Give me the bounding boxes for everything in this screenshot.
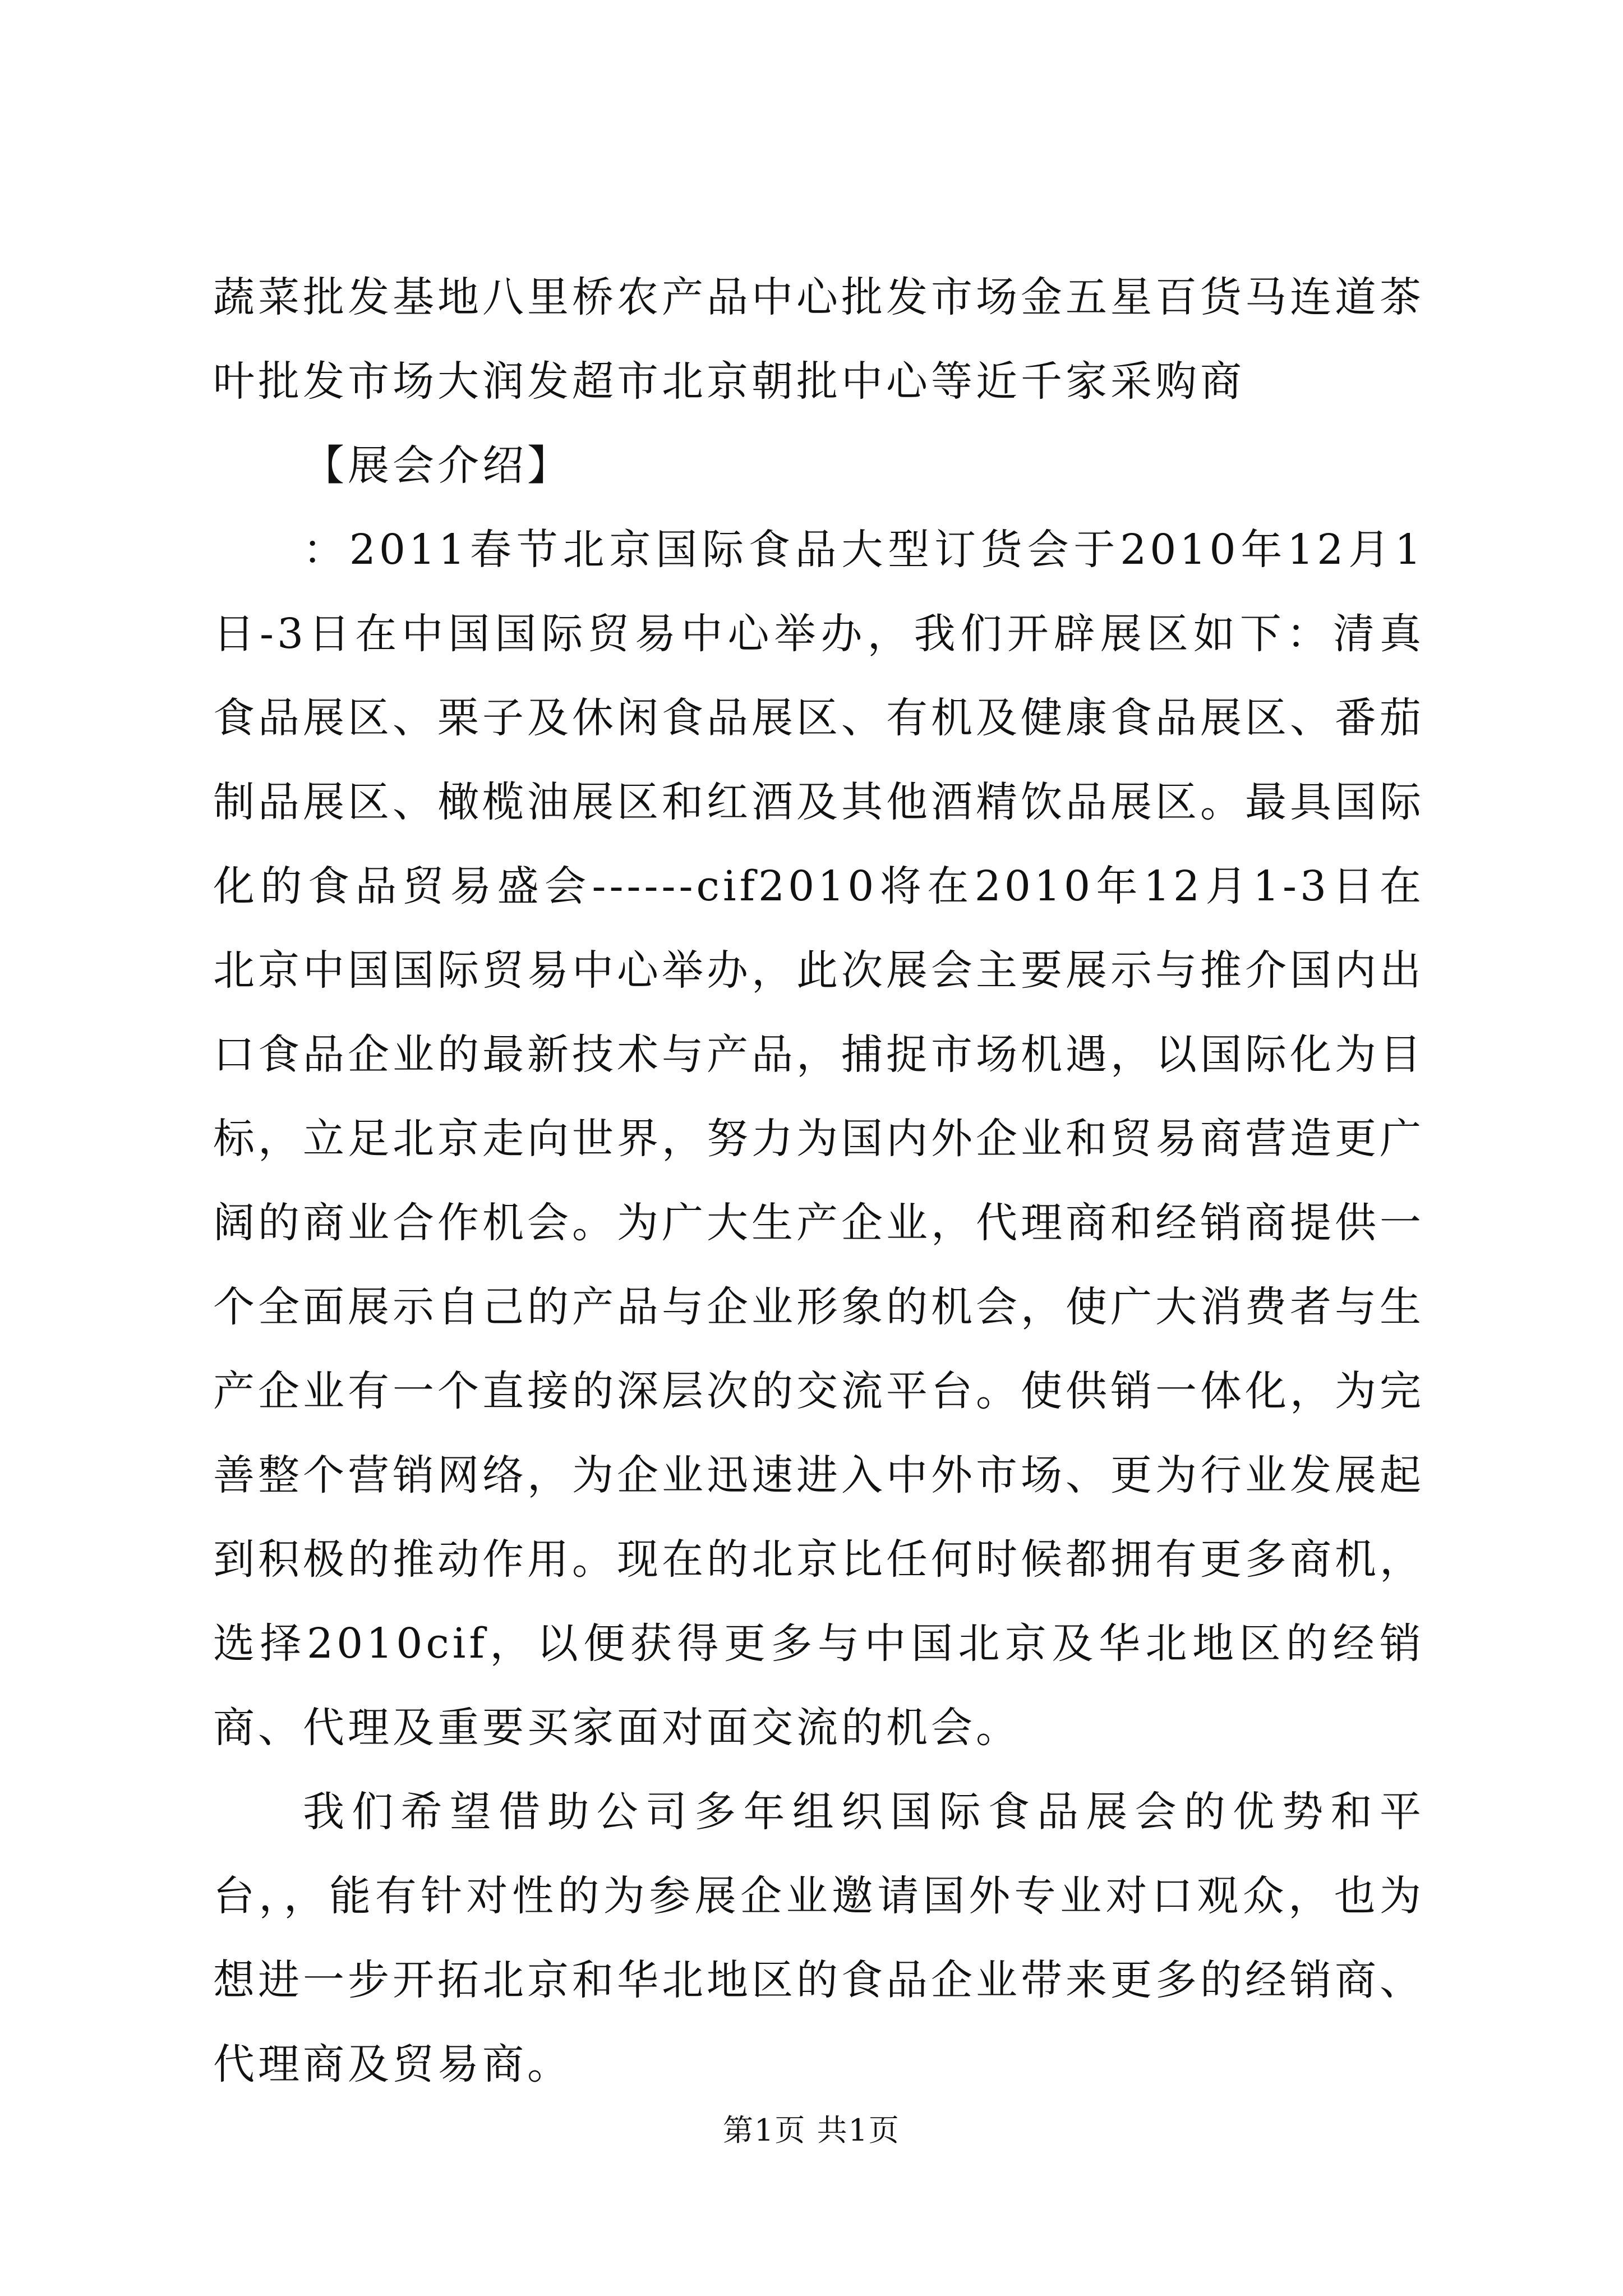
paragraph-company-hope: 我们希望借助公司多年组织国际食品展会的优势和平台，，能有针对性的为参展企业邀请国外专业对口观众，也为想进一步开拓北京和华北地区的食品企业带来更多的经销商、代理商及贸易商。	[213, 1788, 1424, 2088]
page-number-footer: 第1页 共1页	[723, 2113, 900, 2148]
paragraph-buyers-list: 蔬菜批发基地八里桥农产品中心批发市场金五星百货马连道茶叶批发市场大润发超市北京朝批中心等近千家采购商	[213, 273, 1424, 406]
document-body	[213, 255, 1424, 2106]
section-heading-exhibition-intro: 【展会介绍】	[303, 441, 572, 490]
paragraph-exhibition-details: ：2011春节北京国际食品大型订货会于2010年12月1日-3日在中国国际贸易中心举办，我们开辟展区如下：清真食品展区、栗子及休闲食品展区、有机及健康食品展区、番茄制品展区、橄榄油展区和红酒及其他酒精饮品展区。最具国际化的食品贸易盛会------cif2010将在2010年12月1-3日在北京中国国际贸易中心举办，此次展会主要展示与推介国内出口食品企业的最新技术与产品，捕捉市场机遇，以国际化为目标，立足北京走向世界，努力为国内外企业和贸易商营造更广阔的商业合作机会。为广大生产企业，代理商和经销商提供一个全面展示自己的产品与企业形象的机会，使广大消费者与生产企业有一个直接的深层次的交流平台。使供销一体化，为完善整个营销网络，为企业迅速进入中外市场、更为行业发展起到积极的推动作用。现在的北京比任何时候都拥有更多商机，选择2010cif，以便获得更多与中国北京及华北地区的经销商、代理及重要买家面对面交流的机会。	[213, 526, 1424, 1752]
